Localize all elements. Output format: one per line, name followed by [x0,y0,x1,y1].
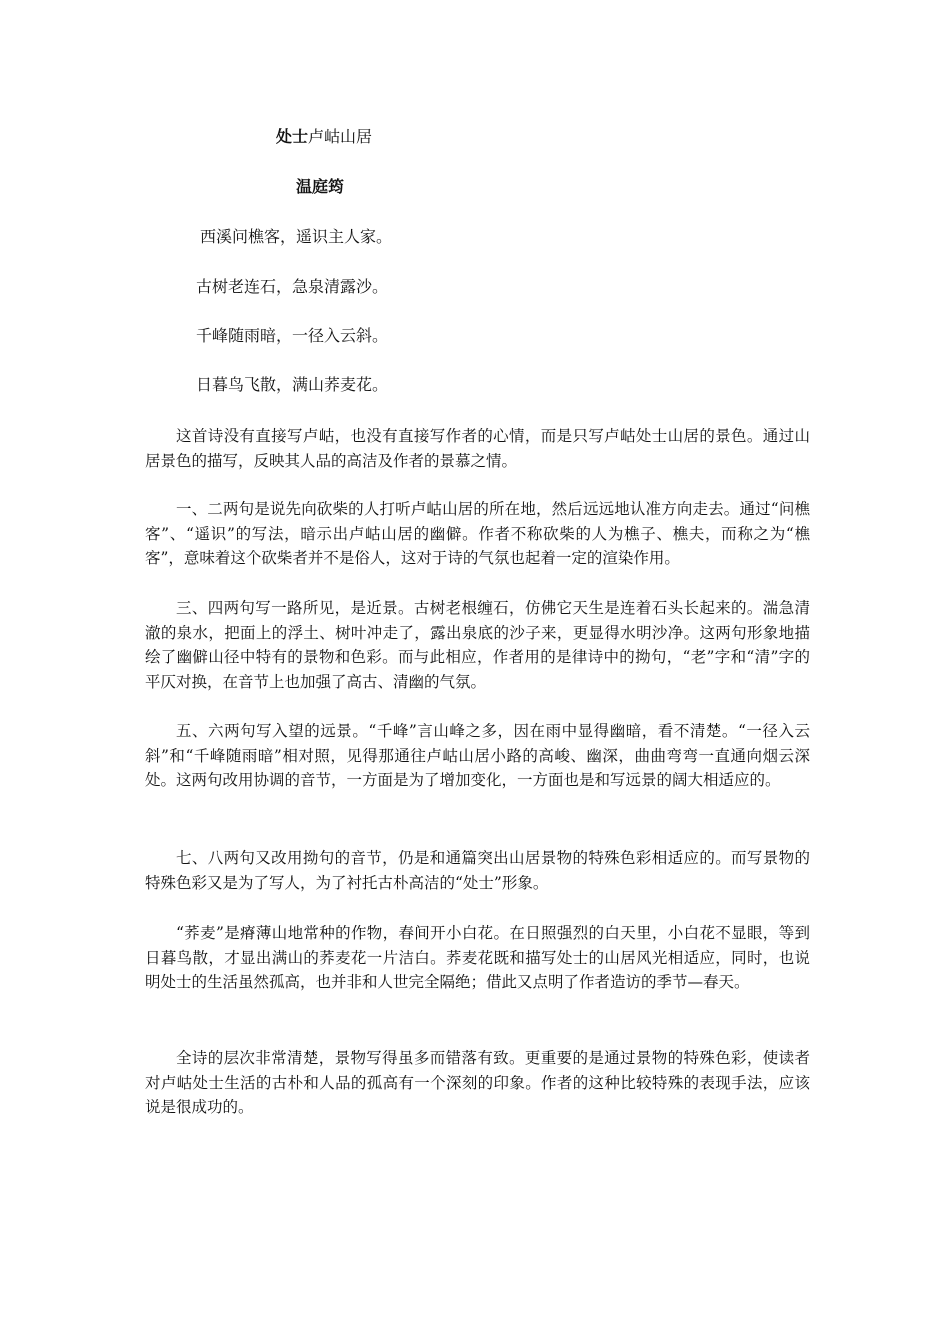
commentary-paragraph-6: “荞麦”是瘠薄山地常种的作物，春间开小白花。在日照强烈的白天里，小白花不显眼，等到日暮鸟散，才显出满山的荞麦花一片洁白。荞麦花既和描写处士的山居风光相适应，同时，也说明处士的生活虽然孤高，也并非和人世完全隔绝；借此又点明了作者造访的季节—春天。 [145,924,810,991]
commentary-paragraph-7: 全诗的层次非常清楚，景物写得虽多而错落有致。更重要的是通过景物的特殊色彩，使读者对卢岵处士生活的古朴和人品的孤高有一个深刻的印象。作者的这种比较特殊的表现手法，应该说是很成功的。 [145,1049,810,1116]
commentary-paragraph-4: 五、六两句写入望的远景。“千峰”言山峰之多，因在雨中显得幽暗，看不清楚。“一径入云斜”和“千峰随雨暗”相对照，见得那通往卢岵山居小路的高峻、幽深，曲曲弯弯一直通向烟云深处。这两句改用协调的音节，一方面是为了增加变化，一方面也是和写远景的阔大相适应的。 [145,722,810,789]
poem-title-bold: 处士 [276,127,309,146]
commentary-paragraph-2: 一、二两句是说先向砍柴的人打听卢岵山居的所在地，然后远远地认准方向走去。通过“问樵客”、“遥识”的写法，暗示出卢岵山居的幽僻。作者不称砍柴的人为樵子、樵夫，而称之为“樵客”，意味着这个砍柴者并不是俗人，这对于诗的气氛也起着一定的渲染作用。 [145,500,810,567]
poem-verse-3: 千峰随雨暗，一径入云斜。 [196,326,389,345]
poem-title-rest: 卢岵山居 [308,127,373,146]
commentary-paragraph-1: 这首诗没有直接写卢岵，也没有直接写作者的心情，而是只写卢岵处士山居的景色。通过山居景色的描写，反映其人品的高洁及作者的景慕之情。 [145,427,810,470]
poem-author: 温庭筠 [296,177,345,196]
poem-verse-4: 日暮鸟飞散，满山荞麦花。 [196,375,389,394]
poem-verse-1: 西溪问樵客，遥识主人家。 [200,227,393,246]
poem-verse-2: 古树老连石，急泉清露沙。 [196,277,389,296]
commentary-paragraph-3: 三、四两句写一路所见，是近景。古树老根缠石，仿佛它天生是连着石头长起来的。湍急清澈的泉水，把面上的浮土、树叶冲走了，露出泉底的沙子来，更显得水明沙净。这两句形象地描绘了幽僻山径中特有的景物和色彩。而与此相应，作者用的是律诗中的拗句，“老”字和“清”字的平仄对换，在音节上也加强了高古、清幽的气氛。 [145,599,810,691]
poem-title [276,126,372,148]
commentary-paragraph-5: 七、八两句又改用拗句的音节，仍是和通篇突出山居景物的特殊色彩相适应的。而写景物的特殊色彩又是为了写人，为了衬托古朴高洁的“处士”形象。 [145,849,810,892]
